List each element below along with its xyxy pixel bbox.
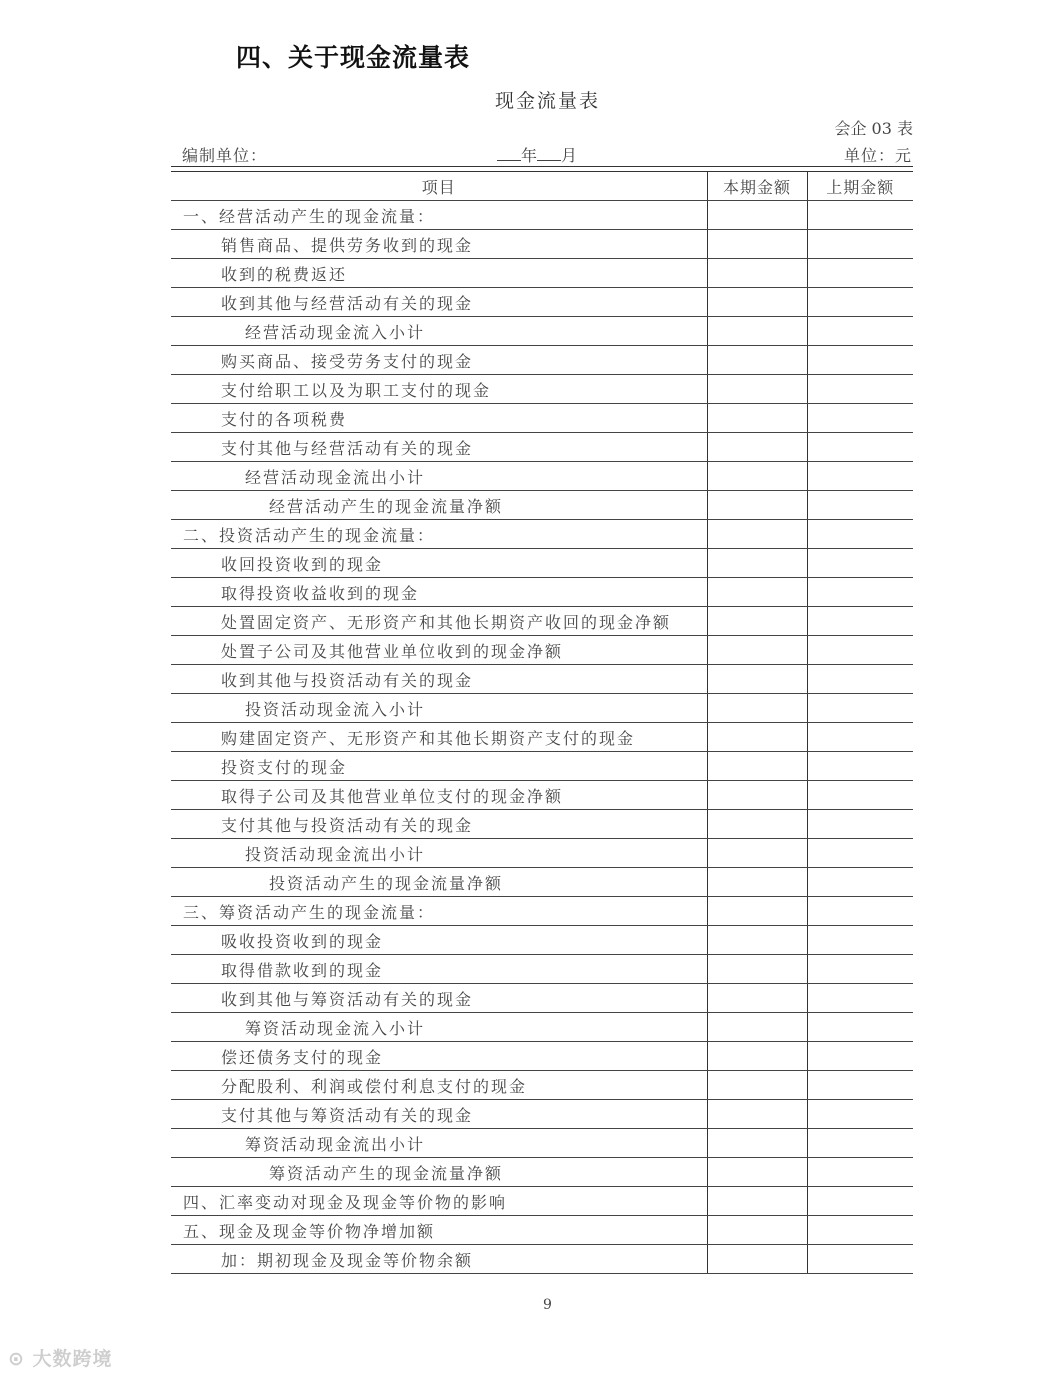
row-label: 筹资活动产生的现金流量净额 — [171, 1158, 707, 1187]
current-amount-cell — [707, 433, 807, 462]
month-label: 月 — [561, 146, 578, 165]
row-label: 投资活动产生的现金流量净额 — [171, 868, 707, 897]
previous-amount-cell — [807, 926, 913, 955]
table-row — [171, 752, 913, 781]
year-blank — [497, 146, 521, 161]
table-row — [171, 839, 913, 868]
column-header-item: 项目 — [171, 172, 707, 201]
table-header-row — [171, 172, 913, 201]
table-row — [171, 897, 913, 926]
row-label: 投资活动现金流入小计 — [171, 694, 707, 723]
section-heading: 四、关于现金流量表 — [236, 43, 471, 72]
row-label: 偿还债务支付的现金 — [171, 1042, 707, 1071]
current-amount-cell — [707, 259, 807, 288]
previous-amount-cell — [807, 578, 913, 607]
table-row — [171, 288, 913, 317]
row-label: 加：期初现金及现金等价物余额 — [171, 1245, 707, 1274]
previous-amount-cell — [807, 723, 913, 752]
statement-title: 现金流量表 — [494, 90, 600, 112]
row-label: 取得子公司及其他营业单位支付的现金净额 — [171, 781, 707, 810]
previous-amount-cell — [807, 1100, 913, 1129]
row-label: 五、现金及现金等价物净增加额 — [171, 1216, 707, 1245]
current-amount-cell — [707, 346, 807, 375]
table-row — [171, 578, 913, 607]
previous-amount-cell — [807, 1071, 913, 1100]
table-row — [171, 1042, 913, 1071]
statement-meta — [182, 143, 912, 165]
table-row — [171, 404, 913, 433]
previous-amount-cell — [807, 549, 913, 578]
current-amount-cell — [707, 897, 807, 926]
table-row — [171, 549, 913, 578]
current-amount-cell — [707, 839, 807, 868]
previous-amount-cell — [807, 868, 913, 897]
current-amount-cell — [707, 1013, 807, 1042]
table-row — [171, 1129, 913, 1158]
previous-amount-cell — [807, 839, 913, 868]
row-label: 筹资活动现金流出小计 — [171, 1129, 707, 1158]
previous-amount-cell — [807, 636, 913, 665]
row-label: 经营活动现金流出小计 — [171, 462, 707, 491]
row-label: 购买商品、接受劳务支付的现金 — [171, 346, 707, 375]
preparing-unit-label: 编制单位： — [182, 146, 268, 165]
previous-amount-cell — [807, 1129, 913, 1158]
row-label: 支付其他与筹资活动有关的现金 — [171, 1100, 707, 1129]
current-amount-cell — [707, 955, 807, 984]
current-amount-cell — [707, 868, 807, 897]
previous-amount-cell — [807, 984, 913, 1013]
current-amount-cell — [707, 810, 807, 839]
row-label: 收到其他与经营活动有关的现金 — [171, 288, 707, 317]
table-row — [171, 1013, 913, 1042]
row-label: 分配股利、利润或偿付利息支付的现金 — [171, 1071, 707, 1100]
row-label: 收回投资收到的现金 — [171, 549, 707, 578]
row-label: 投资活动现金流出小计 — [171, 839, 707, 868]
column-header-current: 本期金额 — [707, 172, 807, 201]
table-row — [171, 665, 913, 694]
previous-amount-cell — [807, 694, 913, 723]
previous-amount-cell — [807, 955, 913, 984]
previous-amount-cell — [807, 1245, 913, 1274]
current-amount-cell — [707, 520, 807, 549]
table-row — [171, 636, 913, 665]
table-row — [171, 810, 913, 839]
previous-amount-cell — [807, 810, 913, 839]
current-amount-cell — [707, 578, 807, 607]
current-amount-cell — [707, 752, 807, 781]
current-amount-cell — [707, 375, 807, 404]
page-number: 9 — [543, 1297, 552, 1313]
table-row — [171, 317, 913, 346]
current-amount-cell — [707, 317, 807, 346]
table-row — [171, 1100, 913, 1129]
row-label: 收到其他与投资活动有关的现金 — [171, 665, 707, 694]
current-amount-cell — [707, 288, 807, 317]
current-amount-cell — [707, 462, 807, 491]
row-label: 支付其他与经营活动有关的现金 — [171, 433, 707, 462]
row-label: 取得借款收到的现金 — [171, 955, 707, 984]
previous-amount-cell — [807, 230, 913, 259]
previous-amount-cell — [807, 1042, 913, 1071]
row-label: 购建固定资产、无形资产和其他长期资产支付的现金 — [171, 723, 707, 752]
row-label: 处置固定资产、无形资产和其他长期资产收回的现金净额 — [171, 607, 707, 636]
current-amount-cell — [707, 984, 807, 1013]
row-label: 取得投资收益收到的现金 — [171, 578, 707, 607]
table-row — [171, 1216, 913, 1245]
table-row — [171, 259, 913, 288]
watermark-logo: ⊙ 大数跨境 — [8, 1348, 113, 1370]
previous-amount-cell — [807, 404, 913, 433]
row-label: 支付的各项税费 — [171, 404, 707, 433]
month-blank — [537, 146, 561, 161]
year-label: 年 — [521, 146, 538, 165]
current-amount-cell — [707, 1216, 807, 1245]
current-amount-cell — [707, 1100, 807, 1129]
current-amount-cell — [707, 723, 807, 752]
current-amount-cell — [707, 230, 807, 259]
table-row — [171, 1187, 913, 1216]
current-amount-cell — [707, 404, 807, 433]
row-label: 吸收投资收到的现金 — [171, 926, 707, 955]
previous-amount-cell — [807, 1187, 913, 1216]
table-row — [171, 230, 913, 259]
current-amount-cell — [707, 549, 807, 578]
previous-amount-cell — [807, 346, 913, 375]
table-row — [171, 462, 913, 491]
table-row — [171, 1071, 913, 1100]
previous-amount-cell — [807, 752, 913, 781]
previous-amount-cell — [807, 288, 913, 317]
row-label: 投资支付的现金 — [171, 752, 707, 781]
current-amount-cell — [707, 1158, 807, 1187]
row-label: 经营活动产生的现金流量净额 — [171, 491, 707, 520]
row-label: 处置子公司及其他营业单位收到的现金净额 — [171, 636, 707, 665]
row-label: 二、投资活动产生的现金流量： — [171, 520, 707, 549]
current-amount-cell — [707, 1042, 807, 1071]
previous-amount-cell — [807, 375, 913, 404]
current-amount-cell — [707, 636, 807, 665]
row-label: 支付其他与投资活动有关的现金 — [171, 810, 707, 839]
table-row — [171, 781, 913, 810]
column-header-previous: 上期金额 — [807, 172, 913, 201]
previous-amount-cell — [807, 665, 913, 694]
table-row — [171, 520, 913, 549]
table-row — [171, 723, 913, 752]
table-row — [171, 375, 913, 404]
previous-amount-cell — [807, 491, 913, 520]
current-amount-cell — [707, 491, 807, 520]
table-row — [171, 955, 913, 984]
previous-amount-cell — [807, 897, 913, 926]
current-amount-cell — [707, 781, 807, 810]
table-row — [171, 926, 913, 955]
row-label: 一、经营活动产生的现金流量： — [171, 201, 707, 230]
current-amount-cell — [707, 1245, 807, 1274]
previous-amount-cell — [807, 520, 913, 549]
current-amount-cell — [707, 1187, 807, 1216]
current-amount-cell — [707, 665, 807, 694]
table-row — [171, 1245, 913, 1274]
previous-amount-cell — [807, 259, 913, 288]
current-amount-cell — [707, 926, 807, 955]
table-row — [171, 607, 913, 636]
current-amount-cell — [707, 201, 807, 230]
currency-unit: 单位：元 — [843, 146, 912, 165]
row-label: 经营活动现金流入小计 — [171, 317, 707, 346]
cash-flow-table — [171, 166, 913, 1274]
table-row — [171, 201, 913, 230]
previous-amount-cell — [807, 781, 913, 810]
current-amount-cell — [707, 607, 807, 636]
previous-amount-cell — [807, 1216, 913, 1245]
row-label: 三、筹资活动产生的现金流量： — [171, 897, 707, 926]
table-row — [171, 868, 913, 897]
previous-amount-cell — [807, 1158, 913, 1187]
table-row — [171, 984, 913, 1013]
form-code: 会企 03 表 — [834, 119, 913, 138]
row-label: 收到的税费返还 — [171, 259, 707, 288]
previous-amount-cell — [807, 462, 913, 491]
previous-amount-cell — [807, 433, 913, 462]
table-row — [171, 694, 913, 723]
current-amount-cell — [707, 694, 807, 723]
previous-amount-cell — [807, 201, 913, 230]
row-label: 四、汇率变动对现金及现金等价物的影响 — [171, 1187, 707, 1216]
table-row — [171, 491, 913, 520]
row-label: 筹资活动现金流入小计 — [171, 1013, 707, 1042]
table-row — [171, 346, 913, 375]
current-amount-cell — [707, 1071, 807, 1100]
current-amount-cell — [707, 1129, 807, 1158]
row-label: 收到其他与筹资活动有关的现金 — [171, 984, 707, 1013]
row-label: 销售商品、提供劳务收到的现金 — [171, 230, 707, 259]
previous-amount-cell — [807, 607, 913, 636]
previous-amount-cell — [807, 317, 913, 346]
period-date — [497, 143, 577, 166]
row-label: 支付给职工以及为职工支付的现金 — [171, 375, 707, 404]
table-row — [171, 433, 913, 462]
previous-amount-cell — [807, 1013, 913, 1042]
table-row — [171, 1158, 913, 1187]
